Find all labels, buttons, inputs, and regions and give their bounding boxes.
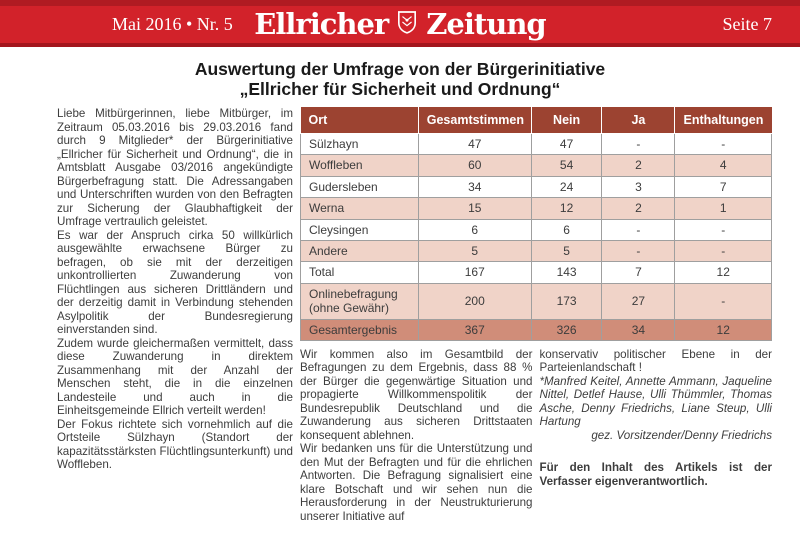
table-row (301, 176, 772, 197)
paragraph: Zudem wurde gleichermaßen vermittelt, dass diese Zuwanderung in direktem Zusammenhang mit der Anzahl der Menschen steht, die in die einzelnen Landesteile und auch in die Einheitsgemeinde Ellrich verteilt werden! (57, 336, 293, 417)
crest-icon (397, 10, 417, 39)
value-cell: 24 (531, 176, 602, 197)
paragraph: Liebe Mitbürgerinnen, liebe Mitbürger, im Zeitraum 05.03.2016 bis 29.03.2016 fand durch 9 Mitglieder* der Bürgerinitiative „Ellricher für Sicherheit und Ordnung“, die in Amtsblatt Ausgabe 03/2016 angekündigte Bürgerbefragung statt. Die Adressangaben und Unterschriften wurden von den Befragten zur Sicherung der Glaubhaftigkeit der Umfrage vertraulich geleistet. (57, 107, 293, 228)
value-cell: - (675, 240, 772, 261)
value-cell: 167 (418, 262, 531, 283)
value-cell: - (675, 134, 772, 155)
ort-cell: Andere (301, 240, 419, 261)
value-cell: 12 (531, 198, 602, 219)
value-cell: 27 (602, 283, 675, 319)
masthead (0, 0, 800, 47)
value-cell: 6 (531, 219, 602, 240)
value-cell: 4 (675, 155, 772, 176)
table-row (301, 283, 772, 319)
paragraph: Der Fokus richtete sich vornehmlich auf die Ortsteile Sülzhayn (Standort der kapazitätsstärksten Flüchtlingsunterkunft) und Woffleben. (57, 417, 293, 471)
value-cell: 143 (531, 262, 602, 283)
ort-cell: Cleysingen (301, 219, 419, 240)
value-cell: 5 (531, 240, 602, 261)
value-cell: - (602, 219, 675, 240)
value-cell: 47 (531, 134, 602, 155)
table-row (301, 219, 772, 240)
value-cell: 3 (602, 176, 675, 197)
value-cell: - (602, 240, 675, 261)
value-cell: 54 (531, 155, 602, 176)
ort-cell: Total (301, 262, 419, 283)
table-row (301, 319, 772, 340)
value-cell: 5 (418, 240, 531, 261)
column-header: Ort (301, 107, 419, 134)
value-cell: 7 (602, 262, 675, 283)
right-area (300, 107, 772, 523)
ort-cell: Werna (301, 198, 419, 219)
value-cell: 200 (418, 283, 531, 319)
survey-results-table (300, 107, 772, 341)
article-column-middle (300, 348, 533, 524)
title-line1: Auswertung der Umfrage von der Bürgerinitiative (194, 59, 606, 79)
value-cell: 326 (531, 319, 602, 340)
issue-date: Mai 2016 • Nr. 5 (112, 14, 233, 34)
table-row (301, 155, 772, 176)
ort-cell: Sülzhayn (301, 134, 419, 155)
value-cell: - (602, 134, 675, 155)
table-row (301, 262, 772, 283)
value-cell: 173 (531, 283, 602, 319)
ort-cell: Gudersleben (301, 176, 419, 197)
article-column-right (540, 348, 773, 524)
value-cell: 12 (675, 262, 772, 283)
article-column-left (57, 107, 293, 523)
signature: gez. Vorsitzender/Denny Friedrichs (591, 428, 772, 442)
page-number: Seite 7 (722, 14, 772, 34)
column-header: Nein (531, 107, 602, 134)
paragraph: Wir bedanken uns für die Unterstützung und den Mut der Befragten und für die ehrlichen Antworten. Die Befragung signalisiert eine klare Botschaft und wir sehen nun die Herausforderung in der Neustrukturierung unserer Initiative auf (300, 442, 533, 523)
title-line2: „Ellricher für Sicherheit und Ordnung“ (239, 78, 561, 99)
value-cell: 2 (602, 155, 675, 176)
value-cell: 60 (418, 155, 531, 176)
members-footnote: *Manfred Keitel, Annette Ammann, Jaqueline Nittel, Detlef Hause, Ulli Thümmler, Thomas Asche, Denny Friedrichs, Liane Steup, Ulli Hartung (539, 374, 772, 429)
value-cell: 367 (418, 319, 531, 340)
value-cell: 34 (602, 319, 675, 340)
column-header: Ja (602, 107, 675, 134)
survey-table-body (301, 134, 772, 341)
value-cell: 1 (675, 198, 772, 219)
value-cell: 2 (602, 198, 675, 219)
article-body (0, 107, 800, 523)
table-row (301, 198, 772, 219)
paragraph: Wir kommen also im Gesamtbild der Befragungen zu dem Ergebnis, dass 88 % der Bürger die gegenwärtige Situation und propagierte Willkommenspolitik der Bundesrepublik Deutschland und die Zuwanderung aus sicheren Drittstaaten konsequent ablehnen. (300, 347, 533, 442)
table-header-row (301, 107, 772, 134)
value-cell: 34 (418, 176, 531, 197)
value-cell: 12 (675, 319, 772, 340)
logo-word-left: Ellricher (254, 7, 389, 41)
value-cell: 15 (418, 198, 531, 219)
column-header: Gesamtstimmen (418, 107, 531, 134)
ort-cell: Onlinebefragung (ohne Gewähr) (301, 283, 419, 319)
value-cell: - (675, 283, 772, 319)
table-row (301, 240, 772, 261)
value-cell: 47 (418, 134, 531, 155)
ort-cell: Woffleben (301, 155, 419, 176)
column-header: Enthaltungen (675, 107, 772, 134)
below-table-columns (300, 348, 772, 524)
value-cell: 7 (675, 176, 772, 197)
paragraph: Es war der Anspruch cirka 50 willkürlich ausgewählte erwachsene Bürger zu befragen, ob sie mit der derzeitigen unkontrollierten Zuwanderung von Flüchtlingen aus sicheren Drittländern und der derzeitig damit in Verbindung stehenden Asylpolitik der Bundesregierung einverstanden sind. (57, 228, 293, 336)
value-cell: 6 (418, 219, 531, 240)
ort-cell: Gesamtergebnis (301, 319, 419, 340)
article-title (0, 60, 800, 99)
logo-word-right: Zeitung (426, 7, 546, 41)
paragraph: konservativ politischer Ebene in der Parteienlandschaft ! (539, 347, 772, 375)
disclaimer: Für den Inhalt des Artikels ist der Verfasser eigenverantwortlich. (539, 461, 772, 488)
value-cell: - (675, 219, 772, 240)
table-row (301, 134, 772, 155)
newspaper-logo (254, 7, 546, 41)
